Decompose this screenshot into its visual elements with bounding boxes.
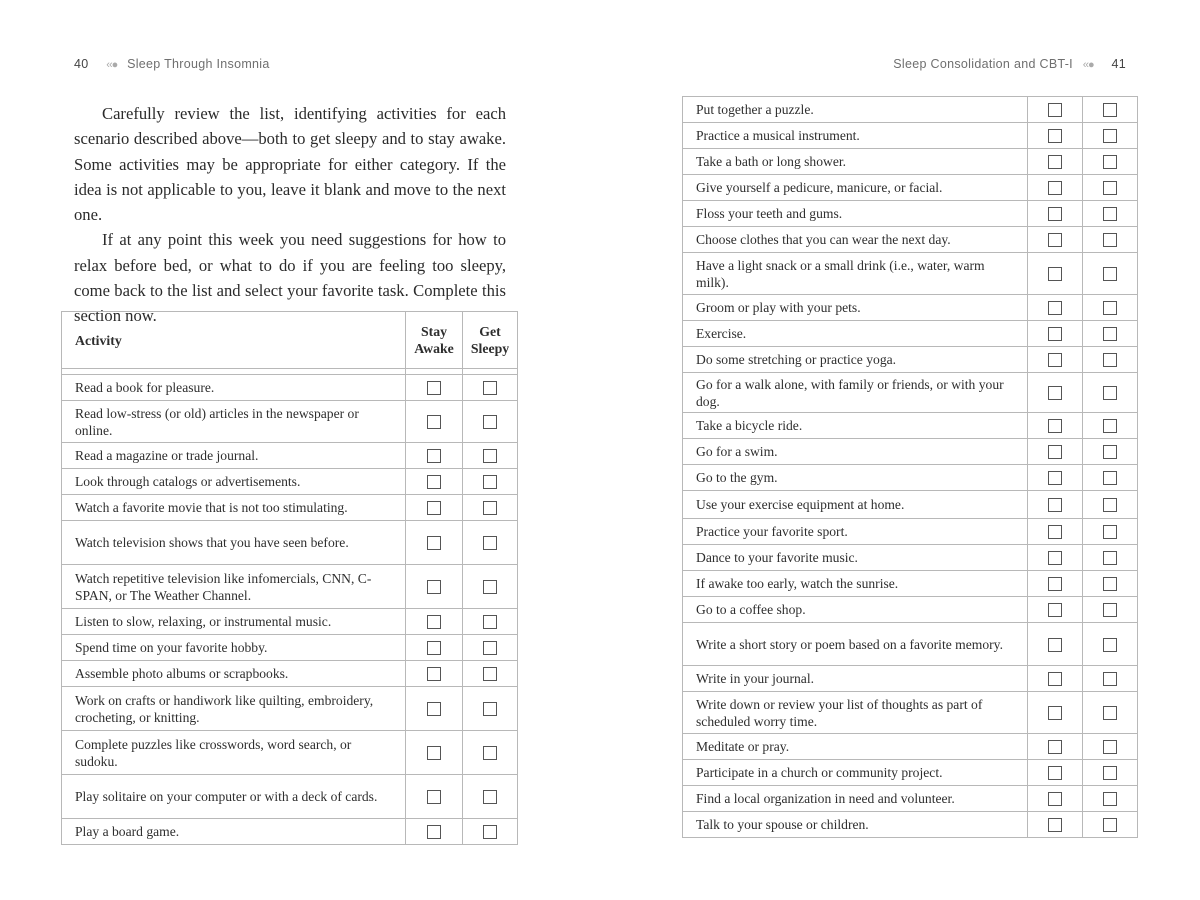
get-sleepy-cell: [463, 521, 518, 565]
stay-awake-cell: [1028, 201, 1083, 227]
get-sleepy-checkbox[interactable]: [1103, 766, 1117, 780]
stay-awake-cell: [1028, 227, 1083, 253]
stay-awake-cell: [1028, 666, 1083, 692]
stay-awake-checkbox[interactable]: [1048, 233, 1062, 247]
stay-awake-cell: [406, 375, 463, 401]
stay-awake-checkbox[interactable]: [1048, 103, 1062, 117]
stay-awake-checkbox[interactable]: [1048, 706, 1062, 720]
table-row: [683, 571, 1138, 597]
table-row: [62, 687, 518, 731]
activity-text: Choose clothes that you can wear the next day.: [683, 227, 1028, 253]
table-row: [683, 175, 1138, 201]
get-sleepy-checkbox[interactable]: [1103, 327, 1117, 341]
activity-text: Take a bicycle ride.: [683, 413, 1028, 439]
activity-text: Floss your teeth and gums.: [683, 201, 1028, 227]
stay-awake-checkbox[interactable]: [1048, 766, 1062, 780]
get-sleepy-cell: [1083, 545, 1138, 571]
table-row: [683, 413, 1138, 439]
table-row: [62, 775, 518, 819]
stay-awake-cell: [406, 495, 463, 521]
get-sleepy-cell: [1083, 666, 1138, 692]
stay-awake-checkbox[interactable]: [427, 667, 441, 681]
stay-awake-checkbox[interactable]: [427, 825, 441, 839]
page-number-right: 41: [1111, 57, 1126, 71]
stay-awake-cell: [1028, 491, 1083, 519]
get-sleepy-cell: [463, 609, 518, 635]
get-sleepy-checkbox[interactable]: [1103, 638, 1117, 652]
activity-text: Find a local organization in need and volunteer.: [683, 786, 1028, 812]
stay-awake-checkbox[interactable]: [1048, 419, 1062, 433]
activity-text: Complete puzzles like crosswords, word search, or sudoku.: [62, 731, 406, 775]
table-row: [62, 521, 518, 565]
table-row: [62, 495, 518, 521]
get-sleepy-checkbox[interactable]: [483, 825, 497, 839]
get-sleepy-checkbox[interactable]: [483, 702, 497, 716]
activity-text: Go to the gym.: [683, 465, 1028, 491]
stay-awake-checkbox[interactable]: [1048, 445, 1062, 459]
running-title-left: Sleep Through Insomnia: [127, 57, 270, 71]
get-sleepy-checkbox[interactable]: [1103, 498, 1117, 512]
get-sleepy-checkbox[interactable]: [1103, 103, 1117, 117]
stay-awake-checkbox[interactable]: [1048, 638, 1062, 652]
stay-awake-checkbox[interactable]: [1048, 577, 1062, 591]
get-sleepy-cell: [1083, 149, 1138, 175]
stay-awake-cell: [1028, 175, 1083, 201]
table-row: [683, 812, 1138, 838]
get-sleepy-cell: [1083, 123, 1138, 149]
activity-text: Use your exercise equipment at home.: [683, 491, 1028, 519]
stay-awake-checkbox[interactable]: [427, 702, 441, 716]
stay-awake-cell: [1028, 597, 1083, 623]
stay-awake-cell: [1028, 123, 1083, 149]
table-row: [62, 401, 518, 443]
get-sleepy-checkbox[interactable]: [1103, 551, 1117, 565]
get-sleepy-checkbox[interactable]: [1103, 603, 1117, 617]
table-row: [62, 731, 518, 775]
table-row: [683, 597, 1138, 623]
table-row: [683, 439, 1138, 465]
stay-awake-cell: [406, 609, 463, 635]
get-sleepy-checkbox[interactable]: [1103, 233, 1117, 247]
activity-text: Read a magazine or trade journal.: [62, 443, 406, 469]
get-sleepy-cell: [1083, 760, 1138, 786]
get-sleepy-checkbox[interactable]: [483, 501, 497, 515]
activity-text: Participate in a church or community project.: [683, 760, 1028, 786]
stay-awake-checkbox[interactable]: [1048, 672, 1062, 686]
get-sleepy-cell: [463, 495, 518, 521]
header-stay-awake: Stay Awake: [406, 312, 463, 369]
stay-awake-cell: [1028, 439, 1083, 465]
stay-awake-cell: [406, 661, 463, 687]
header-get-sleepy: Get Sleepy: [463, 312, 518, 369]
get-sleepy-cell: [1083, 623, 1138, 666]
activity-text: Go for a walk alone, with family or friends, or with your dog.: [683, 373, 1028, 413]
get-sleepy-checkbox[interactable]: [483, 475, 497, 489]
stay-awake-checkbox[interactable]: [1048, 498, 1062, 512]
table-row: [62, 661, 518, 687]
activity-text: Groom or play with your pets.: [683, 295, 1028, 321]
stay-awake-cell: [1028, 373, 1083, 413]
stay-awake-checkbox[interactable]: [1048, 551, 1062, 565]
activity-text: Watch repetitive television like infomercials, CNN, C-SPAN, or The Weather Channel.: [62, 565, 406, 609]
table-row: [683, 734, 1138, 760]
get-sleepy-cell: [463, 565, 518, 609]
stay-awake-checkbox[interactable]: [427, 415, 441, 429]
get-sleepy-checkbox[interactable]: [1103, 577, 1117, 591]
table-row: [683, 760, 1138, 786]
get-sleepy-cell: [463, 687, 518, 731]
stay-awake-checkbox[interactable]: [1048, 207, 1062, 221]
stay-awake-cell: [1028, 786, 1083, 812]
table-row: [683, 692, 1138, 734]
stay-awake-cell: [406, 443, 463, 469]
activity-text: Assemble photo albums or scrapbooks.: [62, 661, 406, 687]
stay-awake-checkbox[interactable]: [1048, 792, 1062, 806]
stay-awake-cell: [406, 775, 463, 819]
get-sleepy-cell: [1083, 465, 1138, 491]
get-sleepy-cell: [1083, 519, 1138, 545]
stay-awake-checkbox[interactable]: [1048, 818, 1062, 832]
stay-awake-checkbox[interactable]: [1048, 267, 1062, 281]
activity-text: Write down or review your list of thoughts as part of scheduled worry time.: [683, 692, 1028, 734]
activity-text: Put together a puzzle.: [683, 97, 1028, 123]
get-sleepy-checkbox[interactable]: [1103, 353, 1117, 367]
stay-awake-cell: [1028, 734, 1083, 760]
header-activity: Activity: [62, 312, 406, 369]
stay-awake-cell: [1028, 295, 1083, 321]
activity-text: Look through catalogs or advertisements.: [62, 469, 406, 495]
activity-text: Read a book for pleasure.: [62, 375, 406, 401]
table-row: [683, 623, 1138, 666]
stay-awake-checkbox[interactable]: [1048, 181, 1062, 195]
activity-text: Do some stretching or practice yoga.: [683, 347, 1028, 373]
table-row: [683, 123, 1138, 149]
get-sleepy-checkbox[interactable]: [1103, 445, 1117, 459]
stay-awake-cell: [406, 819, 463, 845]
stay-awake-checkbox[interactable]: [1048, 471, 1062, 485]
table-row: [683, 97, 1138, 123]
table-row: [683, 373, 1138, 413]
activity-text: Practice your favorite sport.: [683, 519, 1028, 545]
get-sleepy-cell: [463, 401, 518, 443]
get-sleepy-cell: [1083, 413, 1138, 439]
get-sleepy-cell: [1083, 786, 1138, 812]
table-row: [683, 295, 1138, 321]
activity-text: If awake too early, watch the sunrise.: [683, 571, 1028, 597]
get-sleepy-cell: [1083, 491, 1138, 519]
activity-text: Exercise.: [683, 321, 1028, 347]
activity-text: Write in your journal.: [683, 666, 1028, 692]
stay-awake-cell: [406, 565, 463, 609]
intro-text: [74, 101, 506, 329]
get-sleepy-cell: [1083, 175, 1138, 201]
get-sleepy-checkbox[interactable]: [483, 381, 497, 395]
stay-awake-checkbox[interactable]: [1048, 740, 1062, 754]
stay-awake-cell: [1028, 97, 1083, 123]
stay-awake-checkbox[interactable]: [427, 501, 441, 515]
activity-text: Write a short story or poem based on a favorite memory.: [683, 623, 1028, 666]
table-row: [683, 545, 1138, 571]
running-title-right: Sleep Consolidation and CBT-I: [893, 57, 1073, 71]
get-sleepy-cell: [463, 635, 518, 661]
table-row: [62, 565, 518, 609]
table-row: [62, 819, 518, 845]
running-header-left: [66, 57, 270, 71]
stay-awake-cell: [1028, 321, 1083, 347]
get-sleepy-checkbox[interactable]: [1103, 792, 1117, 806]
get-sleepy-cell: [1083, 295, 1138, 321]
activity-text: Play a board game.: [62, 819, 406, 845]
activity-text: Listen to slow, relaxing, or instrumental music.: [62, 609, 406, 635]
get-sleepy-cell: [463, 469, 518, 495]
ornament-icon: ‹‹●: [1082, 59, 1094, 71]
table-row: [62, 375, 518, 401]
stay-awake-cell: [1028, 623, 1083, 666]
get-sleepy-cell: [1083, 253, 1138, 295]
get-sleepy-checkbox[interactable]: [1103, 267, 1117, 281]
get-sleepy-checkbox[interactable]: [483, 415, 497, 429]
page-number-left: 40: [74, 57, 89, 71]
table-row: [683, 149, 1138, 175]
stay-awake-checkbox[interactable]: [427, 615, 441, 629]
stay-awake-checkbox[interactable]: [427, 449, 441, 463]
stay-awake-cell: [1028, 465, 1083, 491]
table-row: [683, 786, 1138, 812]
activity-text: Go to a coffee shop.: [683, 597, 1028, 623]
get-sleepy-checkbox[interactable]: [483, 790, 497, 804]
running-header-right: [893, 57, 1134, 71]
get-sleepy-checkbox[interactable]: [483, 580, 497, 594]
table-row: [683, 253, 1138, 295]
get-sleepy-cell: [1083, 97, 1138, 123]
get-sleepy-cell: [1083, 347, 1138, 373]
activity-text: Watch television shows that you have seen before.: [62, 521, 406, 565]
stay-awake-checkbox[interactable]: [427, 580, 441, 594]
stay-awake-cell: [1028, 347, 1083, 373]
get-sleepy-checkbox[interactable]: [1103, 207, 1117, 221]
get-sleepy-cell: [1083, 597, 1138, 623]
activity-text: Go for a swim.: [683, 439, 1028, 465]
activity-text: Talk to your spouse or children.: [683, 812, 1028, 838]
stay-awake-cell: [406, 469, 463, 495]
get-sleepy-checkbox[interactable]: [1103, 740, 1117, 754]
get-sleepy-cell: [463, 731, 518, 775]
table-row: [62, 635, 518, 661]
activity-text: Watch a favorite movie that is not too stimulating.: [62, 495, 406, 521]
get-sleepy-cell: [1083, 439, 1138, 465]
get-sleepy-cell: [463, 775, 518, 819]
activity-text: Dance to your favorite music.: [683, 545, 1028, 571]
get-sleepy-checkbox[interactable]: [1103, 301, 1117, 315]
activity-text: Meditate or pray.: [683, 734, 1028, 760]
stay-awake-checkbox[interactable]: [427, 641, 441, 655]
get-sleepy-checkbox[interactable]: [1103, 706, 1117, 720]
get-sleepy-cell: [1083, 373, 1138, 413]
stay-awake-checkbox[interactable]: [1048, 603, 1062, 617]
table-row: [683, 519, 1138, 545]
stay-awake-checkbox[interactable]: [427, 746, 441, 760]
get-sleepy-checkbox[interactable]: [483, 615, 497, 629]
get-sleepy-checkbox[interactable]: [483, 641, 497, 655]
stay-awake-checkbox[interactable]: [1048, 129, 1062, 143]
activity-text: Take a bath or long shower.: [683, 149, 1028, 175]
table-row: [62, 609, 518, 635]
get-sleepy-cell: [1083, 734, 1138, 760]
stay-awake-checkbox[interactable]: [427, 790, 441, 804]
activity-text: Read low-stress (or old) articles in the newspaper or online.: [62, 401, 406, 443]
get-sleepy-checkbox[interactable]: [1103, 129, 1117, 143]
activity-text: Spend time on your favorite hobby.: [62, 635, 406, 661]
stay-awake-cell: [1028, 760, 1083, 786]
get-sleepy-checkbox[interactable]: [483, 667, 497, 681]
stay-awake-checkbox[interactable]: [427, 381, 441, 395]
get-sleepy-checkbox[interactable]: [1103, 155, 1117, 169]
get-sleepy-checkbox[interactable]: [1103, 419, 1117, 433]
stay-awake-cell: [1028, 413, 1083, 439]
get-sleepy-checkbox[interactable]: [1103, 181, 1117, 195]
stay-awake-cell: [406, 521, 463, 565]
table-row: [62, 469, 518, 495]
get-sleepy-cell: [1083, 201, 1138, 227]
get-sleepy-cell: [463, 819, 518, 845]
get-sleepy-checkbox[interactable]: [1103, 672, 1117, 686]
get-sleepy-cell: [463, 661, 518, 687]
table-body: [62, 369, 518, 845]
stay-awake-checkbox[interactable]: [1048, 386, 1062, 400]
stay-awake-cell: [406, 635, 463, 661]
get-sleepy-cell: [1083, 692, 1138, 734]
activity-text: Have a light snack or a small drink (i.e., water, warm milk).: [683, 253, 1028, 295]
stay-awake-cell: [1028, 519, 1083, 545]
stay-awake-checkbox[interactable]: [427, 475, 441, 489]
activity-checklist-table-right: [682, 96, 1138, 838]
get-sleepy-cell: [1083, 812, 1138, 838]
stay-awake-cell: [1028, 571, 1083, 597]
get-sleepy-checkbox[interactable]: [483, 449, 497, 463]
get-sleepy-checkbox[interactable]: [483, 746, 497, 760]
activity-checklist-table-left: [61, 311, 518, 845]
table-row: [683, 227, 1138, 253]
get-sleepy-cell: [1083, 321, 1138, 347]
get-sleepy-checkbox[interactable]: [483, 536, 497, 550]
get-sleepy-checkbox[interactable]: [1103, 525, 1117, 539]
table-row: [683, 465, 1138, 491]
get-sleepy-cell: [1083, 571, 1138, 597]
intro-paragraph: Carefully review the list, identifying activities for each scenario described above—both to get sleepy and to stay awake. Some activities may be appropriate for either category. If the idea is not applicable to you, leave it blank and move to the next one.: [74, 104, 506, 225]
get-sleepy-cell: [463, 443, 518, 469]
table-body: [683, 97, 1138, 838]
table-row: [683, 201, 1138, 227]
stay-awake-checkbox[interactable]: [1048, 155, 1062, 169]
stay-awake-cell: [406, 401, 463, 443]
ornament-icon: ‹‹●: [106, 59, 118, 71]
stay-awake-cell: [1028, 149, 1083, 175]
stay-awake-checkbox[interactable]: [1048, 525, 1062, 539]
table-row: [683, 321, 1138, 347]
get-sleepy-checkbox[interactable]: [1103, 386, 1117, 400]
stay-awake-cell: [1028, 692, 1083, 734]
stay-awake-cell: [1028, 545, 1083, 571]
get-sleepy-cell: [463, 375, 518, 401]
stay-awake-checkbox[interactable]: [1048, 353, 1062, 367]
table-row: [62, 443, 518, 469]
stay-awake-checkbox[interactable]: [427, 536, 441, 550]
table-row: [683, 666, 1138, 692]
activity-text: Work on crafts or handiwork like quilting, embroidery, crocheting, or knitting.: [62, 687, 406, 731]
table-row: [683, 491, 1138, 519]
table-row: [683, 347, 1138, 373]
stay-awake-checkbox[interactable]: [1048, 327, 1062, 341]
activity-text: Give yourself a pedicure, manicure, or facial.: [683, 175, 1028, 201]
stay-awake-cell: [406, 687, 463, 731]
activity-text: Play solitaire on your computer or with a deck of cards.: [62, 775, 406, 819]
stay-awake-checkbox[interactable]: [1048, 301, 1062, 315]
get-sleepy-cell: [1083, 227, 1138, 253]
get-sleepy-checkbox[interactable]: [1103, 471, 1117, 485]
stay-awake-cell: [406, 731, 463, 775]
get-sleepy-checkbox[interactable]: [1103, 818, 1117, 832]
intro-paragraph: If at any point this week you need suggestions for how to relax before bed, or what to do if you are feeling too sleepy, come back to the list and select your favorite task. Complete this section now.: [74, 230, 506, 326]
table-header-row: [62, 312, 518, 369]
stay-awake-cell: [1028, 253, 1083, 295]
stay-awake-cell: [1028, 812, 1083, 838]
activity-text: Practice a musical instrument.: [683, 123, 1028, 149]
